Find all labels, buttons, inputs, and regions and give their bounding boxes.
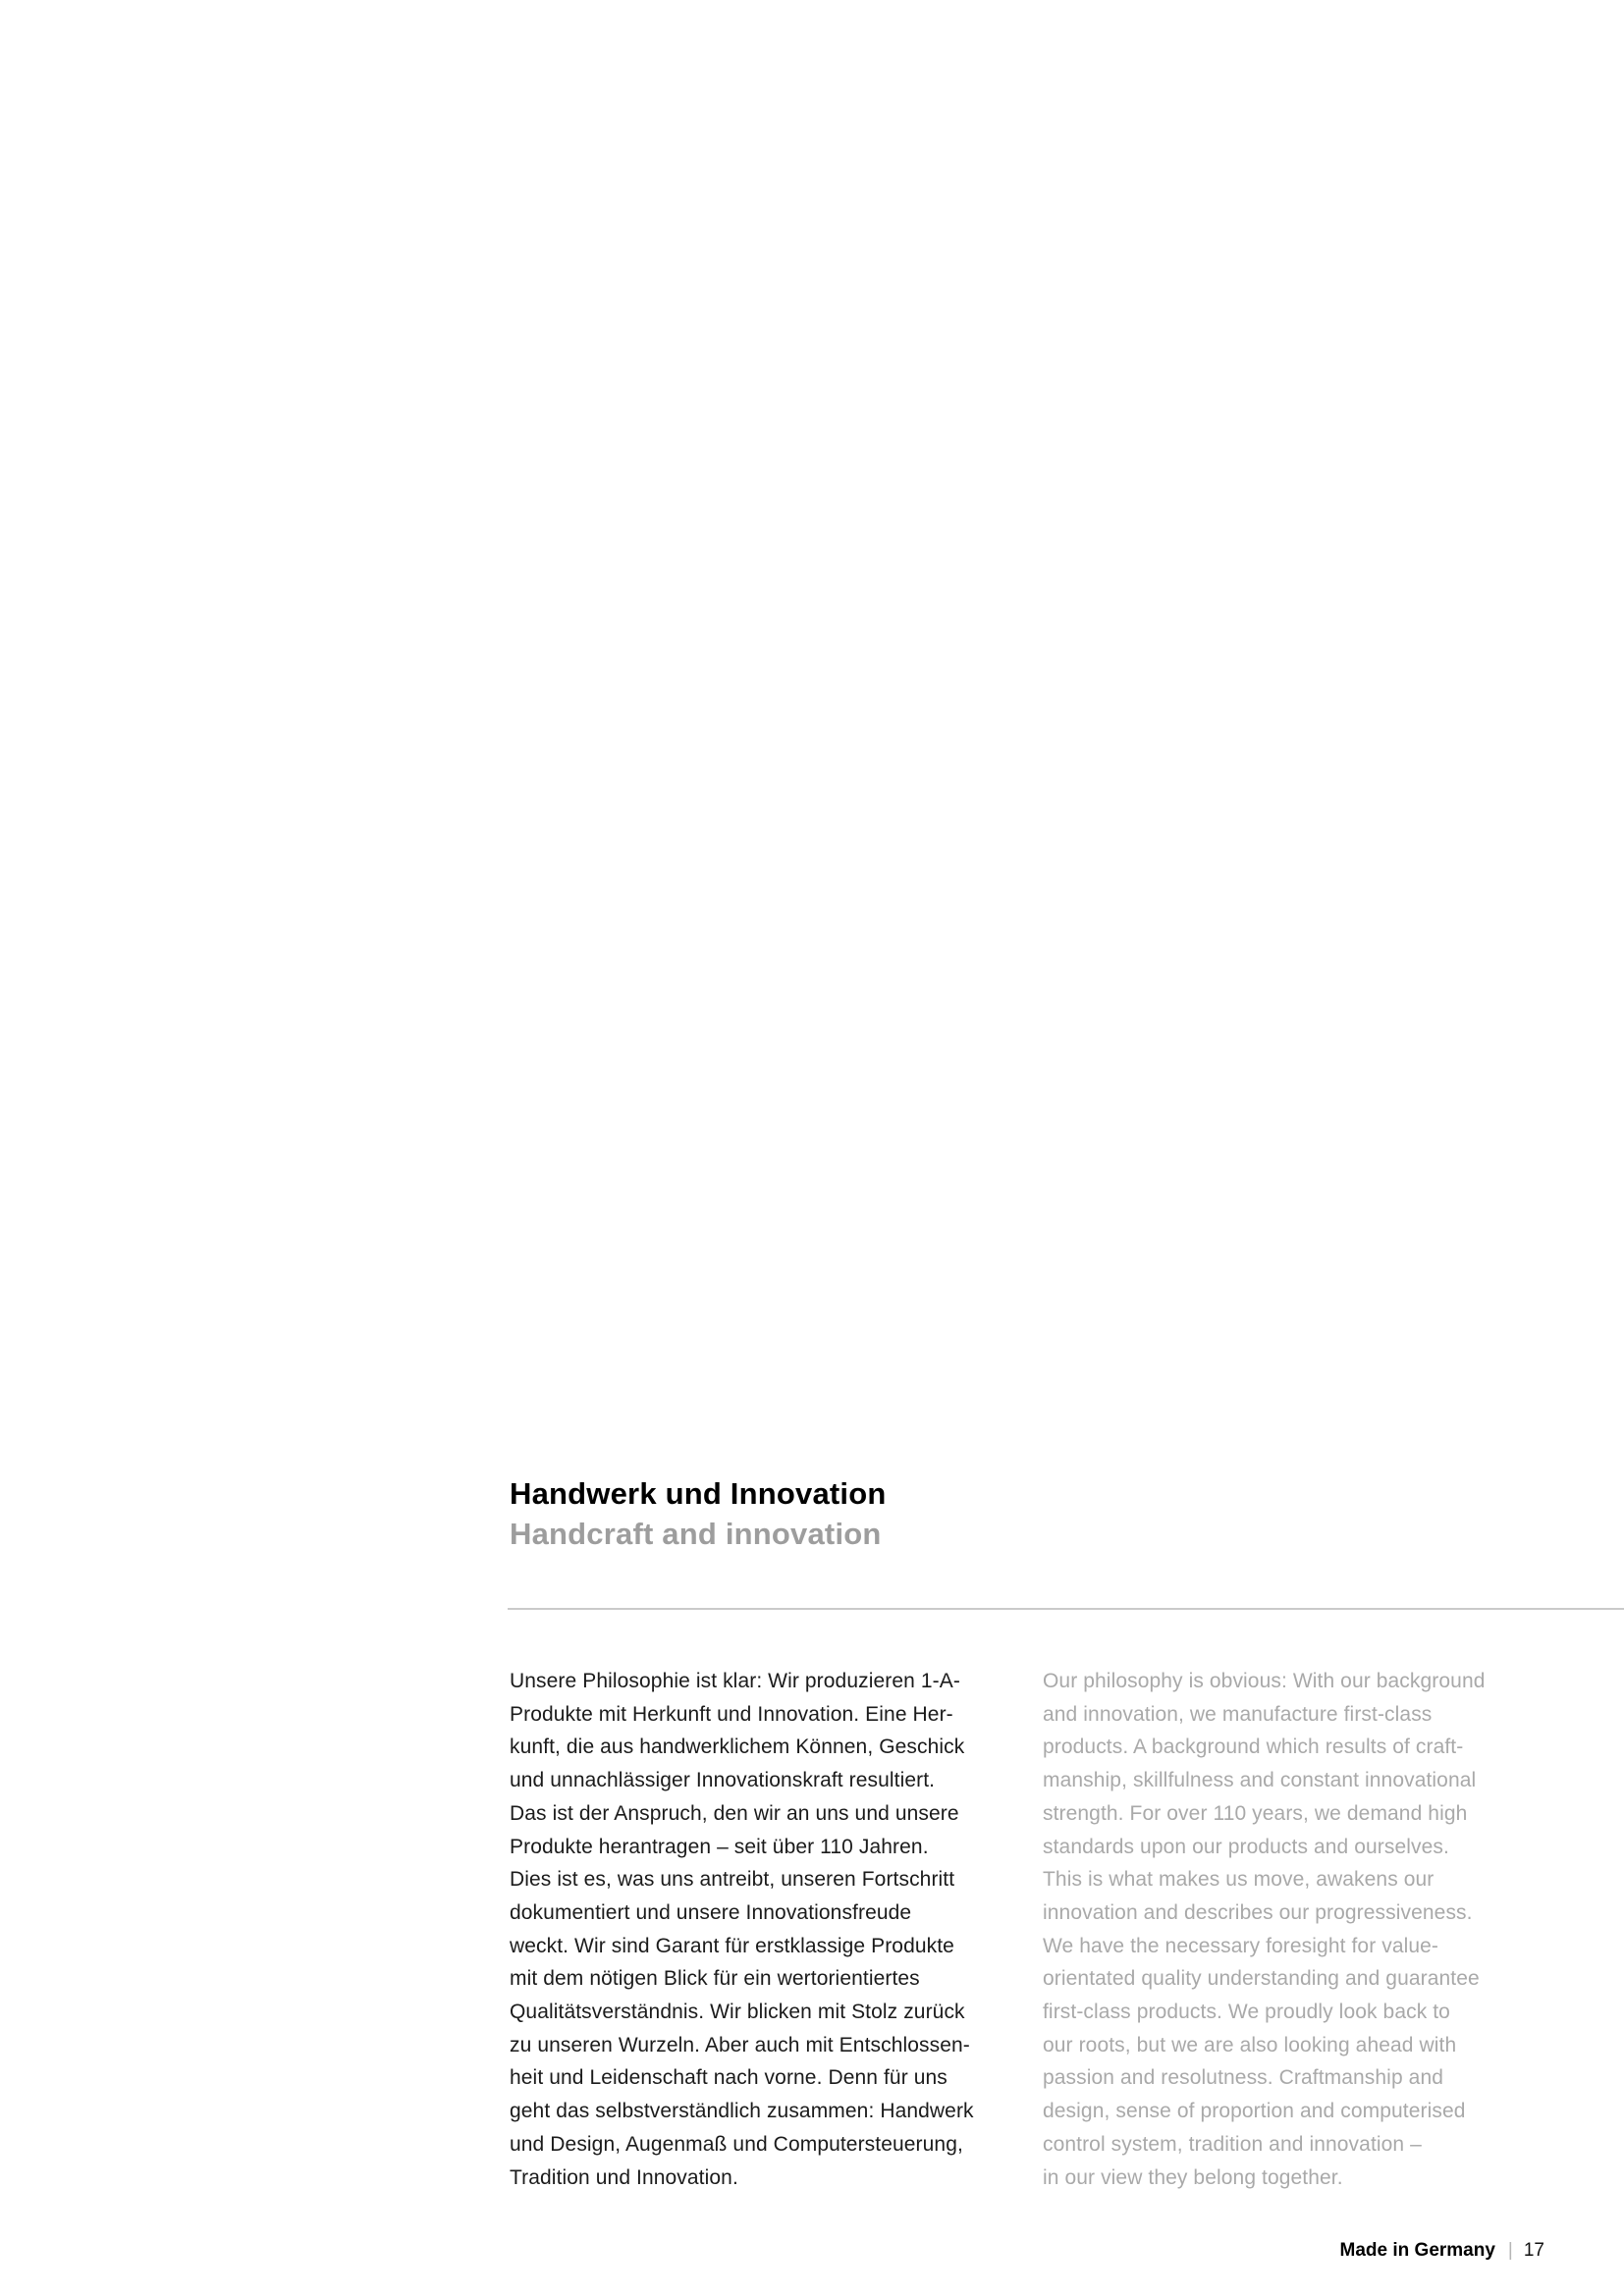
section-heading <box>510 1473 887 1554</box>
footer-separator: | <box>1507 2240 1513 2261</box>
page-footer <box>1340 2239 1544 2263</box>
text-line: dokumentiert und unsere Innovationsfreude <box>510 1900 912 1924</box>
paragraph-english <box>1043 1665 1526 2194</box>
text-line: design, sense of proportion and computerised <box>1043 2100 1466 2123</box>
text-line: first-class products. We proudly look back to <box>1043 2001 1450 2024</box>
text-line: Produkte mit Herkunft und Innovation. Eine Her- <box>510 1702 953 1726</box>
paragraph-german <box>510 1665 993 2194</box>
text-line: strength. For over 110 years, we demand high <box>1043 1801 1468 1825</box>
page-title-english: Handcraft and innovation <box>510 1517 882 1551</box>
text-line: Unsere Philosophie ist klar: Wir produzieren 1-A- <box>510 1670 960 1692</box>
text-line: orientated quality understanding and guarantee <box>1043 1967 1480 1991</box>
page-title-german: Handwerk und Innovation <box>510 1476 887 1511</box>
text-line: Tradition und Innovation. <box>510 2165 738 2189</box>
text-line: This is what makes us move, awakens our <box>1043 1868 1435 1892</box>
text-line: heit und Leidenschaft nach vorne. Denn für uns <box>510 2066 947 2090</box>
text-line: mit dem nötigen Blick für ein wertorientiertes <box>510 1967 920 1991</box>
page-number: 17 <box>1523 2240 1544 2261</box>
text-line: standards upon our products and ourselves. <box>1043 1835 1449 1858</box>
text-line: our roots, but we are also looking ahead with <box>1043 2033 1457 2056</box>
text-line: und Design, Augenmaß und Computersteuerung, <box>510 2132 963 2156</box>
text-line: products. A background which results of craft- <box>1043 1735 1464 1759</box>
text-line: Dies ist es, was uns antreibt, unseren Fortschritt <box>510 1868 955 1892</box>
text-line: Qualitätsverständnis. Wir blicken mit Stolz zurück <box>510 2001 965 2024</box>
brand-label: Made in Germany <box>1339 2240 1495 2261</box>
text-line: manship, skillfulness and constant innovational <box>1043 1769 1477 1792</box>
text-line: We have the necessary foresight for value- <box>1043 1934 1439 1957</box>
text-line: Produkte herantragen – seit über 110 Jahren. <box>510 1835 929 1858</box>
text-line: zu unseren Wurzeln. Aber auch mit Entschlossen- <box>510 2033 970 2056</box>
text-line: und unnachlässiger Innovationskraft resultiert. <box>510 1769 936 1792</box>
divider-rule <box>508 1608 1624 1610</box>
text-line: weckt. Wir sind Garant für erstklassige Produkte <box>510 1934 954 1957</box>
text-line: innovation and describes our progressiveness. <box>1043 1900 1473 1924</box>
text-line: geht das selbstverständlich zusammen: Handwerk <box>510 2100 974 2123</box>
text-line: passion and resolutness. Craftmanship and <box>1043 2066 1444 2090</box>
text-line: control system, tradition and innovation – <box>1043 2132 1422 2156</box>
body-columns <box>510 1665 1526 2194</box>
text-line: Das ist der Anspruch, den wir an uns und unsere <box>510 1801 959 1825</box>
text-line: Our philosophy is obvious: With our background <box>1043 1670 1486 1692</box>
text-line: in our view they belong together. <box>1043 2165 1343 2189</box>
text-line: and innovation, we manufacture first-class <box>1043 1702 1433 1726</box>
text-line: kunft, die aus handwerklichem Können, Geschick <box>510 1735 965 1759</box>
